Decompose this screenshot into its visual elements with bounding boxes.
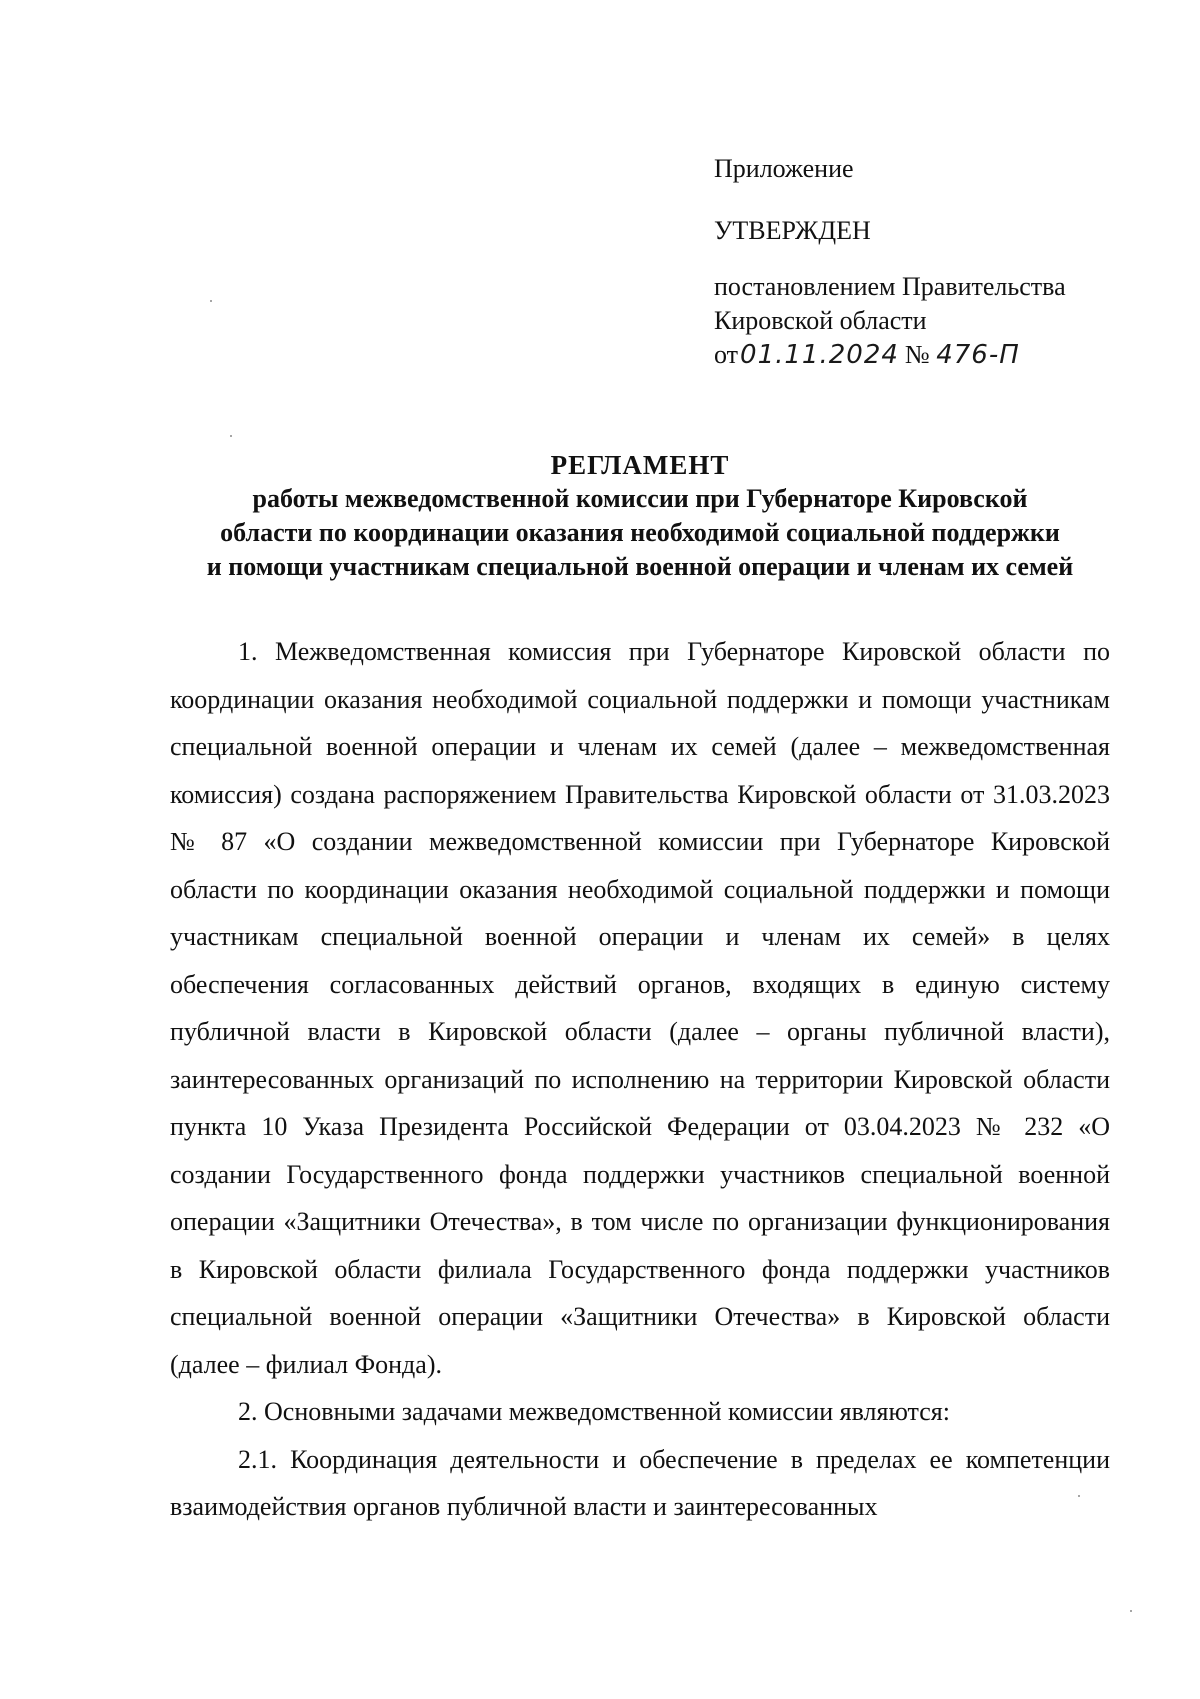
approval-date-number (714, 338, 1154, 372)
approval-block (714, 152, 1154, 372)
title-subtitle-line-1: работы межведомственной комиссии при Губернаторе Кировской (252, 484, 1028, 513)
approved-label: УТВЕРЖДЕН (714, 216, 871, 245)
paragraph-2: 2. Основными задачами межведомственной комиссии являются: (238, 1397, 950, 1426)
handwritten-date: 01.11.2024 (740, 340, 899, 370)
paragraph-2-1: 2.1. Координация деятельности и обеспечение в пределах ее компетенции взаимодействия органов публичной власти и заинтересованных (170, 1444, 1110, 1521)
approved-by-line-1: постановлением Правительства (714, 272, 1066, 301)
title-subtitle-line-3: и помощи участникам специальной военной операции и членам их семей (206, 552, 1074, 581)
scan-speck (1078, 1495, 1080, 1497)
paragraph-1: 1. Межведомственная комиссия при Губернаторе Кировской области по координации оказания необходимой социальной поддержки и помощи участникам специальной военной операции и членам их семей (далее – межведомственная комиссия) создана распоряжением Правительства Кировской области от 31.03.2023 № 87 «О создании межведомственной комиссии при Губернаторе Кировской области по координации оказания необходимой социальной поддержки и помощи участникам специальной военной операции и членам их семей» в целях обеспечения согласованных действий органов, входящих в единую систему публичной власти в Кировской области (далее – органы публичной власти), заинтересованных организаций по исполнению на территории Кировской области пункта 10 Указа Президента Российской Федерации от 03.04.2023 № 232 «О создании Государственного фонда поддержки участников специальной военной операции «Защитники Отечества», в том числе по организации функционирования в Кировской области филиала Государственного фонда поддержки участников специальной военной операции «Защитники Отечества» в Кировской области (далее – филиал Фонда). (170, 637, 1110, 1379)
number-sign: № (904, 340, 930, 369)
title-subtitle-line-2: области по координации оказания необходимой социальной поддержки (220, 518, 1060, 547)
title-main: РЕГЛАМЕНТ (550, 450, 730, 480)
handwritten-number: 476-П (936, 340, 1020, 370)
scan-speck (230, 435, 232, 437)
approved-by-line-2: Кировской области (714, 306, 927, 335)
document-title (160, 448, 1120, 584)
date-prefix: от (714, 340, 739, 369)
scan-speck (210, 300, 212, 302)
document-body (170, 628, 1110, 1531)
scan-speck (1130, 1610, 1132, 1612)
appendix-label: Приложение (714, 154, 854, 183)
